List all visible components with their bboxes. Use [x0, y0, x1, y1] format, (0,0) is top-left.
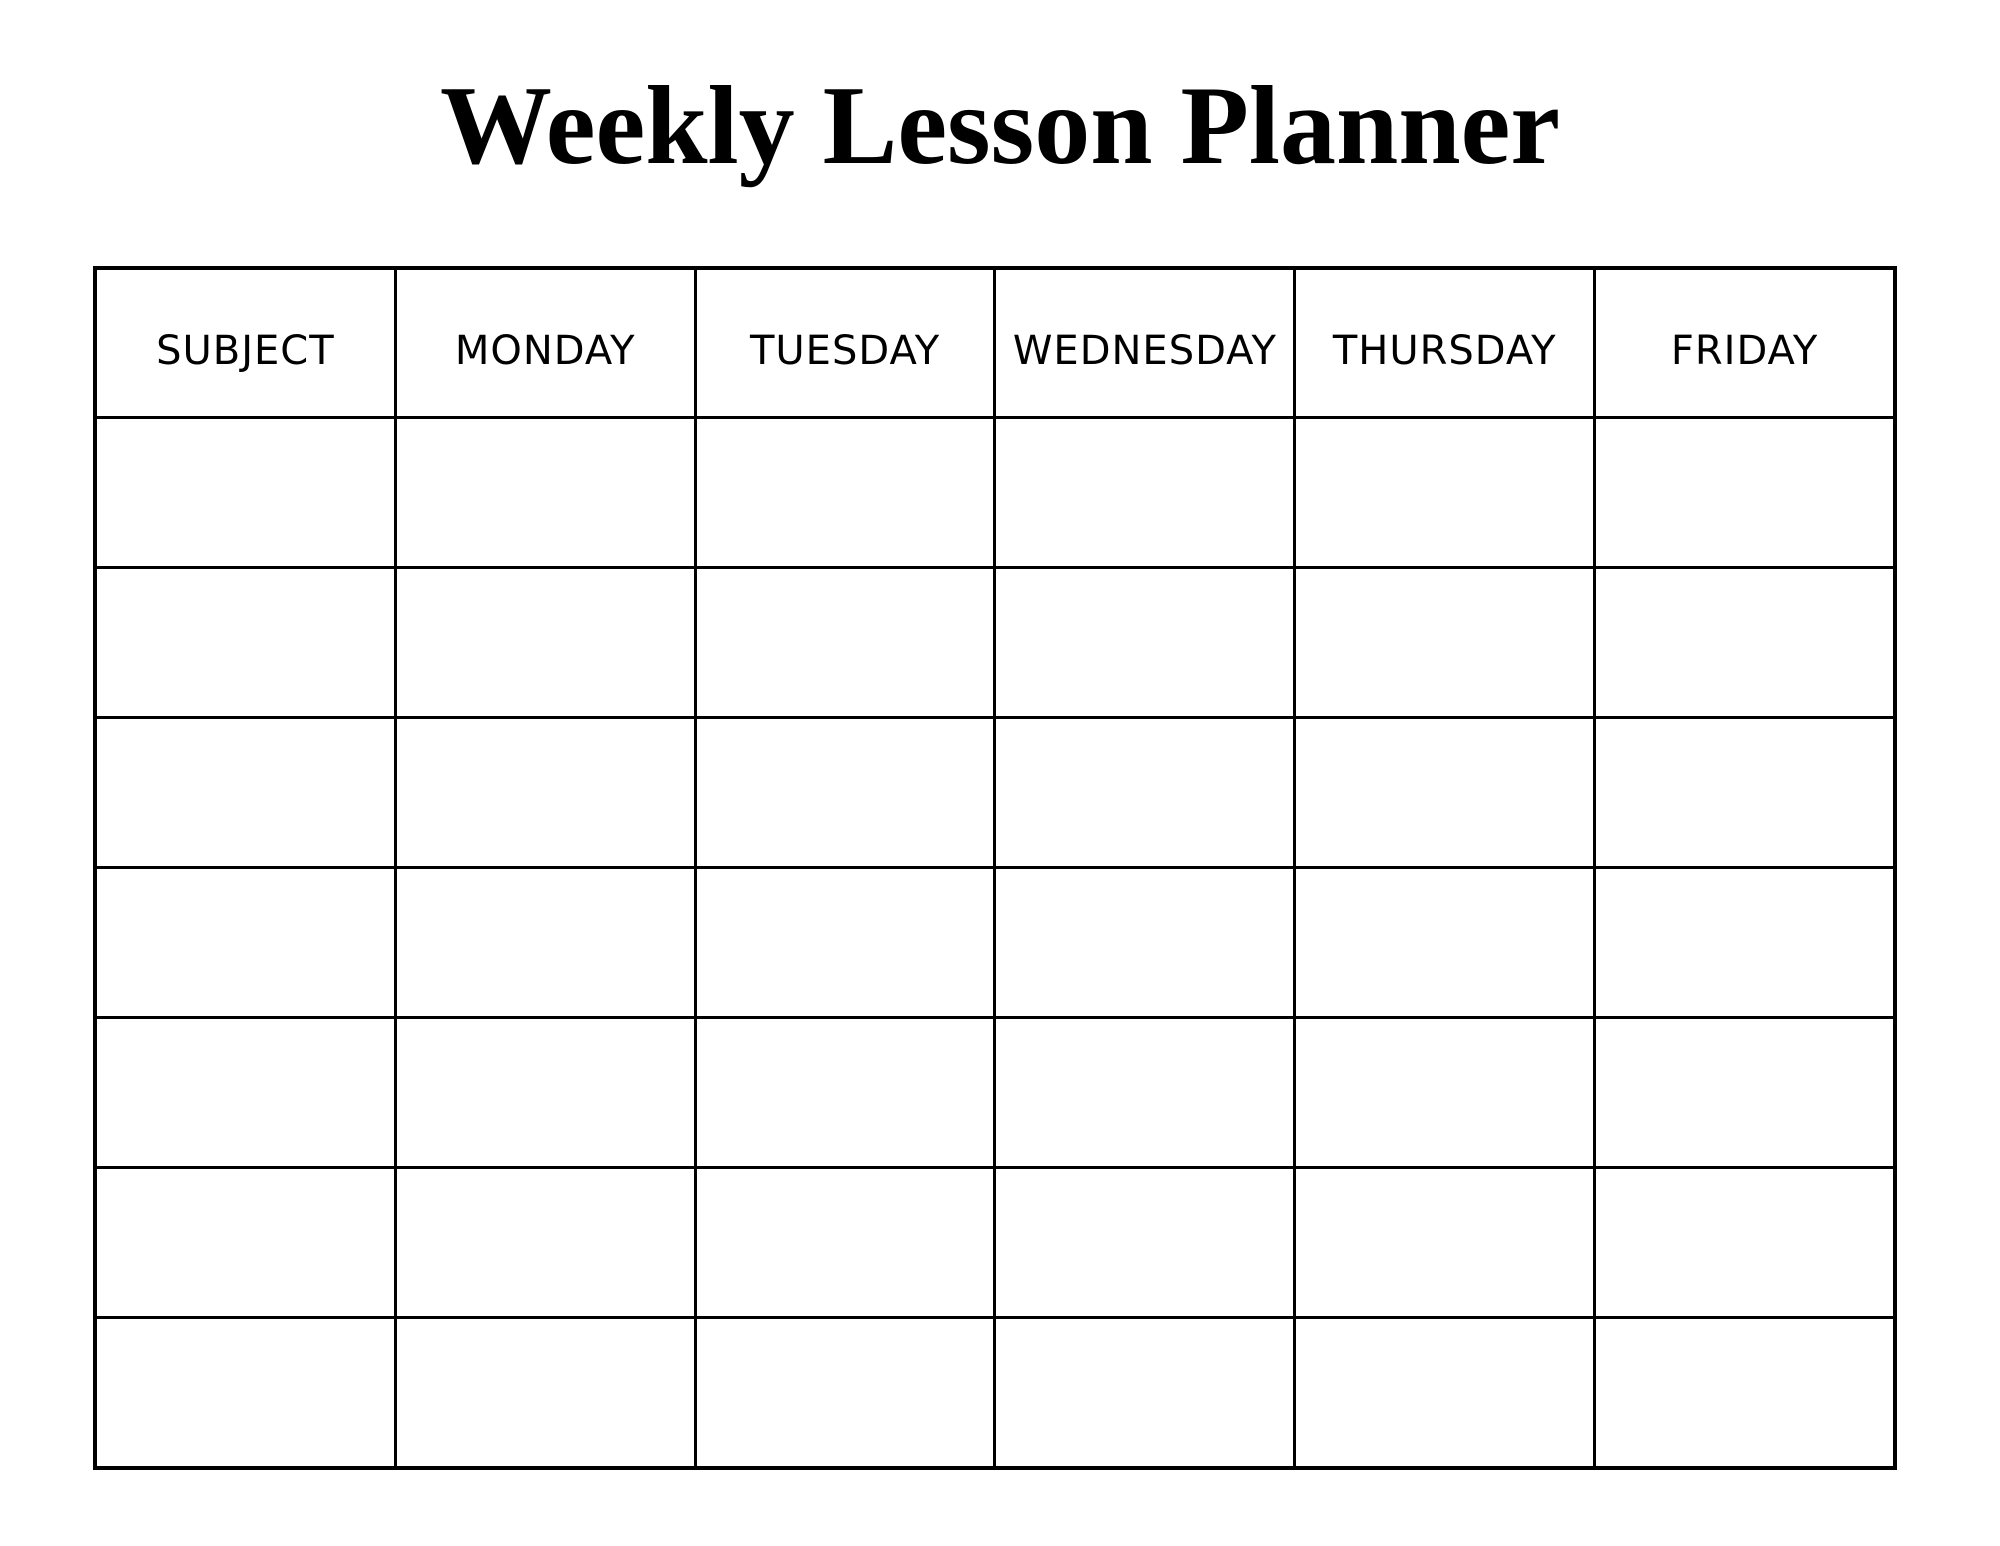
planner-cell	[95, 567, 395, 717]
planner-cell	[695, 1018, 995, 1168]
planner-cell	[1295, 1318, 1595, 1468]
planner-cell	[1295, 567, 1595, 717]
planner-cell	[995, 867, 1295, 1017]
planner-cell	[395, 867, 695, 1017]
planner-cell	[995, 417, 1295, 567]
column-header-friday: FRIDAY	[1595, 268, 1895, 417]
planner-cell	[1595, 417, 1895, 567]
column-header-tuesday: TUESDAY	[695, 268, 995, 417]
planner-cell	[395, 1318, 695, 1468]
planner-cell	[1595, 567, 1895, 717]
planner-cell	[395, 1168, 695, 1318]
planner-cell	[1295, 867, 1595, 1017]
planner-cell	[1595, 717, 1895, 867]
column-header-thursday: THURSDAY	[1295, 268, 1595, 417]
planner-cell	[395, 417, 695, 567]
planner-cell	[695, 1318, 995, 1468]
table-row	[95, 1318, 1895, 1468]
planner-cell	[695, 717, 995, 867]
table-row	[95, 1018, 1895, 1168]
column-header-subject: SUBJECT	[95, 268, 395, 417]
header-row	[95, 268, 1895, 417]
planner-cell	[95, 417, 395, 567]
column-header-monday: MONDAY	[395, 268, 695, 417]
planner-cell	[1595, 867, 1895, 1017]
planner-cell	[995, 567, 1295, 717]
planner-cell	[1295, 417, 1595, 567]
planner-cell	[1295, 717, 1595, 867]
planner-cell	[95, 1018, 395, 1168]
planner-cell	[695, 567, 995, 717]
planner-cell	[995, 1318, 1295, 1468]
planner-cell	[95, 1168, 395, 1318]
table-row	[95, 1168, 1895, 1318]
planner-cell	[695, 1168, 995, 1318]
planner-cell	[1595, 1018, 1895, 1168]
table-row	[95, 867, 1895, 1017]
planner-cell	[95, 867, 395, 1017]
table-row	[95, 567, 1895, 717]
planner-cell	[995, 1018, 1295, 1168]
lesson-planner-table	[93, 266, 1897, 1470]
planner-cell	[695, 417, 995, 567]
planner-cell	[1595, 1168, 1895, 1318]
planner-cell	[395, 1018, 695, 1168]
table-row	[95, 417, 1895, 567]
planner-cell	[995, 717, 1295, 867]
planner-cell	[395, 717, 695, 867]
planner-cell	[1295, 1018, 1595, 1168]
planner-cell	[395, 567, 695, 717]
planner-cell	[95, 1318, 395, 1468]
page-title: Weekly Lesson Planner	[439, 64, 1561, 188]
planner-cell	[995, 1168, 1295, 1318]
planner-cell	[95, 717, 395, 867]
column-header-wednesday: WEDNESDAY	[995, 268, 1295, 417]
planner-cell	[1595, 1318, 1895, 1468]
planner-cell	[1295, 1168, 1595, 1318]
planner-cell	[695, 867, 995, 1017]
table-row	[95, 717, 1895, 867]
